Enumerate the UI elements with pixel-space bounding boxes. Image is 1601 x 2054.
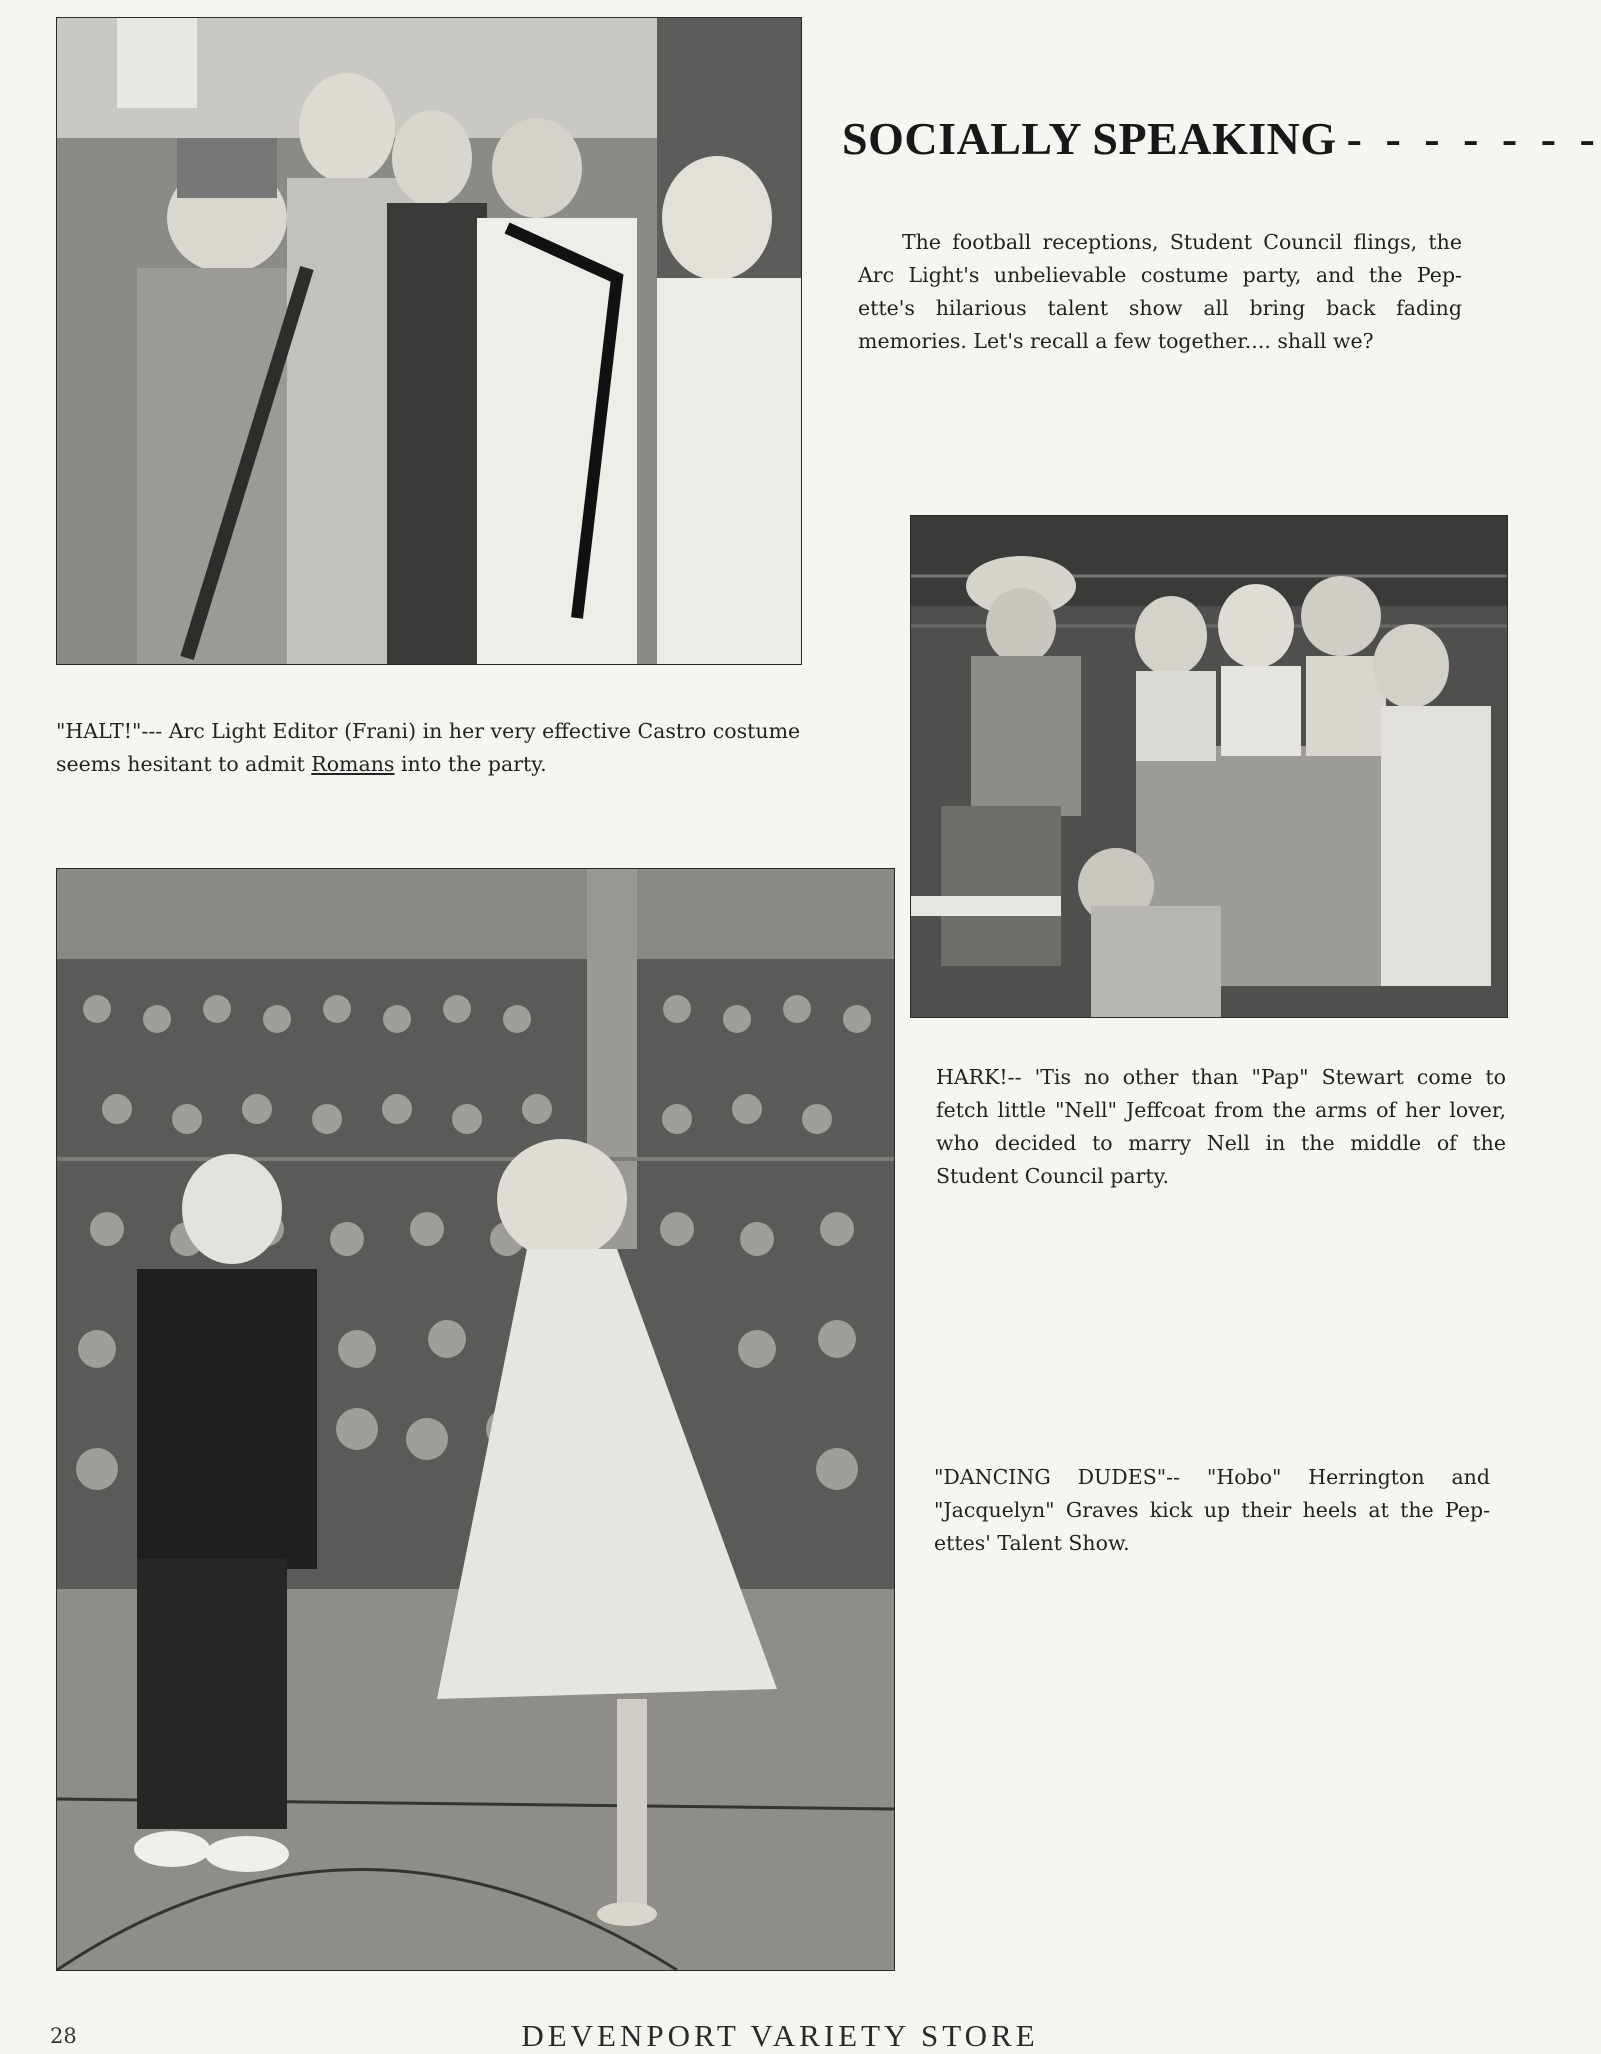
photo-student-council-party: [910, 515, 1508, 1018]
headline: [842, 112, 1601, 165]
photo-talent-show-dance-image: [57, 869, 894, 1970]
caption-hark: HARK!-- 'Tis no other than "Pap" Stewart come to fetch little "Nell" Jeffcoat from the arms of her lover, who decided to marry Nell in the middle of the Student Council party.: [936, 1064, 1506, 1188]
caption-dancing-dudes: "DANCING DUDES"-- "Hobo" Herrington and "Jacquelyn" Graves kick up their heels at the Pep-ettes' Talent Show.: [934, 1464, 1490, 1555]
caption-halt-after: into the party.: [394, 751, 547, 776]
photo-costume-party: [56, 17, 802, 665]
intro-paragraph: The football receptions, Student Council flings, the Arc Light's unbelievable costume party, and the Pep-ette's hilarious talent show all bring back fading memories. Let's recall a few together.... shall we?: [858, 229, 1462, 353]
headline-title: SOCIALLY SPEAKING: [842, 113, 1337, 164]
page-number: 28: [50, 2024, 77, 2048]
caption-halt-before: "HALT!"--- Arc Light Editor (Frani) in her very effective Castro costume seems hesitant to admit: [56, 718, 801, 776]
photo-talent-show-dance: [56, 868, 895, 1971]
footer-advertiser: DEVENPORT VARIETY STORE: [521, 2018, 1039, 2053]
photo-costume-party-image: [57, 18, 801, 664]
caption-halt: [56, 715, 806, 781]
caption-halt-underlined: Romans: [311, 751, 395, 776]
headline-dashes: - - - - - - -: [1346, 113, 1601, 164]
photo-student-council-party-image: [911, 516, 1507, 1017]
